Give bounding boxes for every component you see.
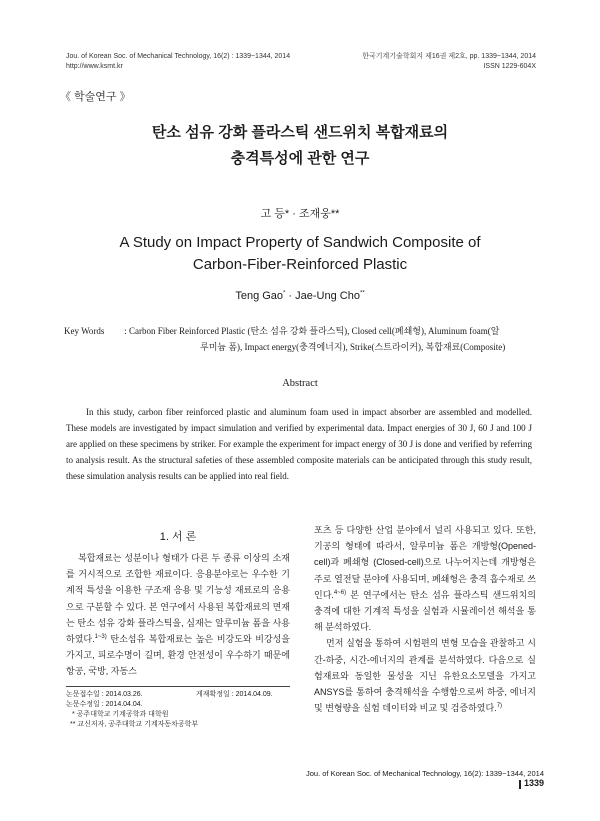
keywords-text-2: 루미늄 폼), Impact energy(충격에너지), Strike(스트라이커), 복합재료(Composite) bbox=[200, 342, 506, 352]
citation-ref: 7) bbox=[496, 703, 503, 710]
authors-english bbox=[0, 290, 600, 302]
abstract-heading: Abstract bbox=[282, 378, 318, 389]
footnote-divider bbox=[66, 686, 290, 687]
intro-right-text: 포츠 등 다양한 산업 분야에서 널리 사용되고 있다. 또한, 기공의 형태에 따라서, 알루미늄 폼은 개방형(Opened-cell)과 폐쇄형 (Closed-cell)으로 나누어지는데 개방형은 주로 열전달 분야에 사용되며, 폐쇄형은 충격 흡수재로 쓰인다. bbox=[314, 525, 536, 600]
title-english-line1: A Study on Impact Property of Sandwich Composite of bbox=[119, 234, 481, 251]
intro-paragraph-right-1 bbox=[314, 522, 536, 635]
footer-divider-bar bbox=[519, 780, 521, 789]
page-footer bbox=[300, 769, 544, 789]
keywords-block bbox=[64, 323, 544, 355]
section-heading-introduction: 1. 서 론 bbox=[159, 531, 197, 543]
author-2-mark: ** bbox=[359, 290, 365, 297]
running-header-right bbox=[322, 52, 536, 72]
keywords-line1 bbox=[64, 323, 544, 339]
intro-right-text-2: 먼저 실험을 통하여 시험편의 변형 모습을 관찰하고 시간-하중, 시간-에너지의 관계를 분석하였다. 다음으로 실험재료와 동일한 물성을 지닌 유한요소모델을 가지고 ANSYS를 통하여 충격해석을 수행함으로써 하중, 에너지 및 변형량을 실험 데이터와 비교 및 검증하였다. bbox=[314, 638, 536, 714]
keywords-label: Key Words bbox=[64, 326, 105, 336]
author-1-mark: * bbox=[283, 290, 286, 297]
keywords-colon: : bbox=[122, 326, 130, 336]
keywords-text-1: Carbon Fiber Reinforced Plastic (탄소 섬유 강화 플라스틱), Closed cell(폐쇄형), Aluminum foam(알 bbox=[129, 326, 500, 336]
title-english-line2: Carbon-Fiber-Reinforced Plastic bbox=[192, 256, 408, 273]
accepted-date: 게재확정일 : 2014.04.09. bbox=[196, 691, 273, 698]
affiliation-2: ** 교신저자, 공주대학교 기계자동차공학부 bbox=[70, 721, 199, 728]
title-korean-line2: 충격특성에 관한 연구 bbox=[230, 150, 370, 167]
received-date: 논문접수일 : 2014.03.26. bbox=[66, 691, 143, 698]
intro-left-text-cont: 탄소섬유 복합재료는 높은 비강도와 비강성을 가지고, 피로수명이 길며, 환경 안전성이 우수하기 때문에 항공, 국방, 자동스 bbox=[66, 634, 290, 677]
footer-journal: Jou. of Korean Soc. of Mechanical Technology, 16(2): 1339~1344, 2014 bbox=[305, 769, 544, 778]
article-category: 《 학술연구 》 bbox=[60, 91, 131, 103]
author-2-name: Jae-Ung Cho bbox=[295, 290, 360, 302]
intro-paragraph-left bbox=[66, 550, 290, 680]
affiliation-1: * 공주대학교 기계공학과 대학원 bbox=[72, 711, 169, 718]
page-number: 1339 bbox=[523, 778, 544, 788]
revised-date: 논문수정일 : 2014.04.04. bbox=[66, 701, 143, 708]
authors-korean: 고 등* · 조재웅** bbox=[260, 208, 340, 220]
running-header-left bbox=[66, 52, 290, 72]
author-1-name: Teng Gao bbox=[235, 290, 284, 302]
intro-column-right bbox=[314, 522, 536, 716]
abstract-text: In this study, carbon fiber reinforced plastic and aluminum foam used in impact absorber are assembled and modelled. These models are investigated by impact simulation and verified by experimental data. Impact energies of 30 J, 60 J and 100 J are applied on these specimens by striker. For example the experiment for impact energy of 30 J is done and verified by referring to analysis result. As the structural safeties of these assembled composite materials can be anticipated through this study result, these simulation analysis results can be applied into real field. bbox=[66, 407, 532, 481]
header-issn: ISSN 1229-604X bbox=[483, 63, 536, 70]
intro-left-text: 복합재료는 성분이나 형태가 다른 두 종류 이상의 소재를 거시적으로 조합한 재료이다. 응용분야로는 우수한 기계적 특성을 이용한 구조재 응용 및 기능성 재료로의 응용으로 구분할 수 있다. 본 연구에서 사용된 복합재료의 면재는 탄소 섬유 강화 플라스틱을, 심재는 알루미늄 폼을 사용하였다. bbox=[66, 553, 290, 645]
citation-ref: 4~6) bbox=[333, 589, 347, 596]
title-korean-line1: 탄소 섬유 강화 플라스틱 샌드위치 복합재료의 bbox=[151, 124, 449, 141]
header-url: http://www.ksmt.kr bbox=[66, 63, 123, 70]
author-separator: · bbox=[285, 290, 296, 302]
citation-ref: 1~3) bbox=[94, 634, 107, 641]
footnote-dates-row bbox=[66, 690, 306, 699]
header-journal-citation: Jou. of Korean Soc. of Mechanical Technology, 16(2) : 1339~1344, 2014 bbox=[66, 53, 291, 60]
intro-paragraph-right-2 bbox=[314, 635, 536, 716]
intro-right-text-cont: 본 연구에서는 탄소 섬유 플라스틱 샌드위치의 충격에 대한 기계적 특성을 실험과 시뮬레이션 해석을 통해 분석하였다. bbox=[314, 589, 536, 633]
header-korean-citation: 한국기계기술학회지 제16권 제2호, pp. 1339~1344, 2014 bbox=[362, 53, 536, 60]
